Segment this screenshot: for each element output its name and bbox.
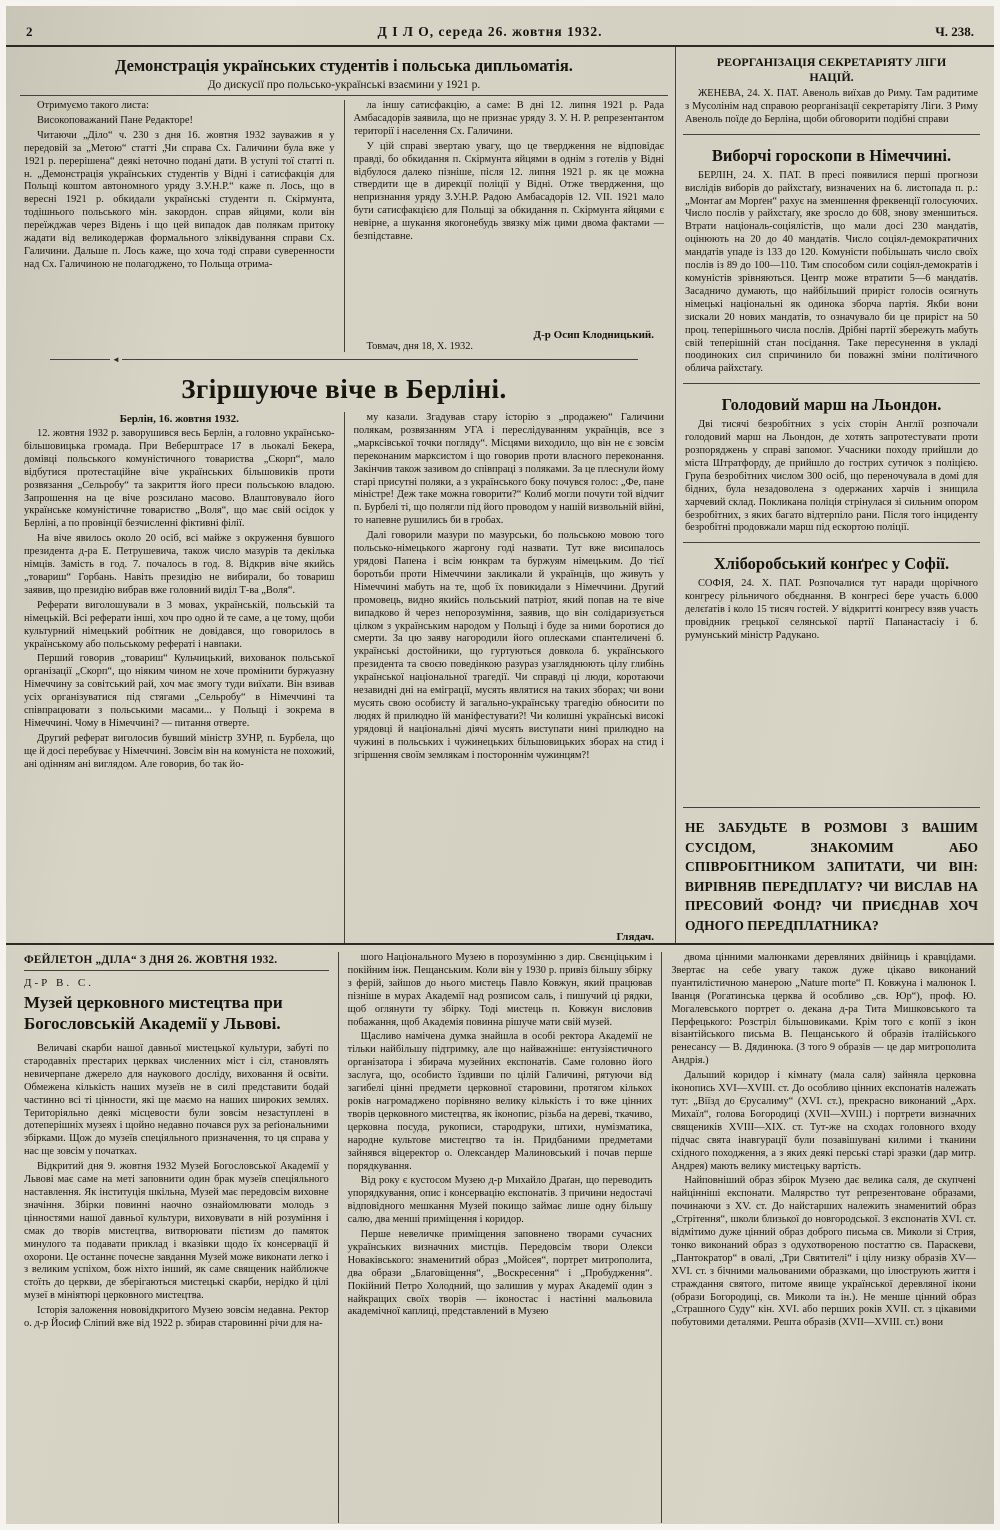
column-rule [344, 100, 345, 352]
article-body [685, 88, 978, 127]
paragraph: Читаючи „Діло“ ч. 230 з дня 16. жовтня 1932 зауважив я у передовій за „Метою“ статті „Чи справа Сх. Галичини була вже у 1921 р. перерішена“ деякі неточно подані дати. В уступі тої статті п. н. „Демонстрація українських студентів у Відні і сатисфакція для Польщі коштом автономного уряду З.У.Н.Р.“ каже п. Лось, що в вересні 1921 р. обкидали українські студенти п. Скірмунта, тодішнього польського мін. закордон. справ яйцями, коли він переїжджав через Відень і що цей випадок дав полякам притоку жадати від великодержав формального зліквідування справи Сх. Галичини. Дальше п. Лось каже, що хоча тоді справи суверенности над Сх. Галичиною не полагоджено, то Польща отрима- [24, 129, 335, 270]
feuilleton-kicker: ФЕЙЛЕТОН „ДІЛА“ З ДНЯ 26. ЖОВТНЯ 1932. [24, 952, 329, 971]
article-title: РЕОРГАНІЗАЦІЯ СЕКРЕТАРІЯТУ ЛІГИ НАЦІЙ. [716, 55, 947, 84]
paragraph: Дальший коридор і кімнату (мала саля) зайняла церковна іконопись XVI—XVIII. ст. До особливо цінних експонатів належать тут: „Віїзд до Єрусалиму“ (XVI. ст.), прекрасно виконаний „Арх. Михаїл“, голова Богородиці (XVII—XVIII.) і портрети визначних священиків XVIII—XIX. ст. Тут-же на сходах головного входу підчас свята інавгурації були позавішувані килими і тканини східного походження, а з яких деякі перські старі зразки (дар митр. Андрея) мають велику мистецьку вартість. [671, 1070, 977, 1172]
article-title: Хліборобський конґрес у Софії. [713, 554, 950, 574]
paragraph: Дві тисячі безробітних з усіх сторін Англії розпочали голодовий марш на Льондон, де хотять запротестувати проти розпоряджень у справі запомог. Учасники походу прийшли до міста Штратфорду, де прийшло до гострих сутичок з поліцією. Група безробітних числом 300 осіб, що переночувала в домі для бідних, була незадоволена з одержаних харчів і знищила харчевий склад. Покликана поліція стрінулася зі сильним опором безробітних, з яких багато відтерпіло рани. Після того інциденту безробітні продовжали марш під ескортою поліції. [685, 419, 978, 534]
paragraph: У цій справі звертаю увагу, що це твердження не відповідає правді, бо обкидання п. Скірмунта яйцями в однім з готелів у Відні відбулося далеко пізніше, після 12. липня 1921 р. як це можна ствердити ще в дирекції поліції у Відні. Отже твердження, що непризнання уряду З.У.Н.Р. Радою Амбасадорів 12. VII. 1921 мало бути сатисфакцією для Польщі за обкидання п. Скірмунта яйцями є невірне, а шукання якогонебудь звязку між цими двома фактами — безпідставне. [353, 140, 664, 243]
feuilleton-col-1-text [24, 1043, 329, 1331]
ornament-line [122, 359, 638, 360]
paragraph: На віче явилось около 20 осіб, всі майже з окруження бувшого президента д-ра Е. Петрушевича, також число мазурів та декілька німців. Замість в год. 7. почалось в год. 8. Відкрив віче якийсь „товариш“ Горбань. Навіть президію не вибирали, бо товариш заявив, що президію вибрав вже головний виділ Т-ва „Воля“. [24, 533, 335, 596]
letter-article-body [20, 100, 668, 352]
left-section [20, 47, 668, 943]
article-separator [683, 383, 980, 384]
article-hunger-march [683, 389, 980, 537]
article-separator [683, 134, 980, 135]
subscription-notice: НЕ ЗАБУДЬТЕ В РОЗМОВІ З ВАШИМ СУСІДОМ, ЗНАКОМИМ АБО СПІВРОБІТНИКОМ ЗАПИТАТИ, ЧИ ВІН: ВИРІВНЯВ ПЕРЕДПЛАТУ? ЧИ ВИСЛАВ НА ПРЕСОВИЙ ФОНД? ЧИ ПРИЄДНАВ ХОЧ ОДНОГО ПЕРЕДПЛАТНИКА? [683, 807, 980, 939]
letter-col-2-text [354, 100, 665, 327]
letter-place-date: Товмач, дня 18, X. 1932. [366, 341, 473, 352]
feuilleton-col-2 [344, 952, 657, 1523]
feuilleton-byline: Д-Р В. С. [24, 977, 94, 989]
ornament-arrow-icon: ◄ [112, 354, 120, 364]
article-body [685, 578, 978, 643]
feuilleton-col-3 [667, 952, 980, 1523]
article-title: Виборчі гороскопи в Німеччині. [711, 145, 952, 165]
feuilleton-col-1 [20, 952, 333, 1523]
section-rule [675, 47, 676, 943]
main-content [6, 47, 994, 943]
paragraph: шого Національного Музею в порозумінню з дир. Свєнціцьким і покійним інж. Пещанським. Коли він у 1930 р. привіз більшу збірку з ферій, зайшов до нього мистець Павло Ковжун, який працював пізніше в мурах Академії над розписом саль, і пишучий ці рядки, щоб оглянути ту збірку. Тоді мистець п. Ковжун висловив побажання, щоб Академія повинна рішуче мати свій музей. [347, 952, 653, 1028]
feuilleton-columns [6, 945, 994, 1530]
letter-col-2 [350, 100, 669, 352]
paragraph: ЖЕНЕВА, 24. X. ПАТ. Авеноль виїхав до Риму. Там радитиме з Мусолінім над справою реорганізації секретаріяту Ліги. З Риму Авеноль поїде до Берліна, щоби обговорити подібні справи [685, 88, 978, 125]
paragraph: Реферати виголошували в 3 мовах, українській, польській та німецькій. Всі реферати інші, хоч про одно й те саме, а це тому, щоби культурний німецький робітник не довідався, що говорилось в українському або польському рефераті і навпаки. [24, 599, 335, 650]
viche-signature: Глядач. [616, 931, 654, 943]
viche-col-1 [20, 412, 339, 943]
paragraph: Перше невеличке приміщення заповнено творами сучасних українських визначних мистців. Передовсім твори Олекси Новаківського: знаменитий образ „Мойсея“, портрет митрополита, два образи „Благовіщення“, „Воскресення“ і „Пробудження“. Покійний Петро Холодний, що залишив у мурах Академії один з найкращих своїх творів — іконостас і настінні мальовила академічної каплиці, представлений в Музею [347, 1229, 653, 1318]
letter-signature: Д-р Осип Клодницький. [533, 329, 654, 341]
paragraph: Отримуємо такого листа: [37, 100, 149, 111]
paragraph: БЕРЛІН, 24. X. ПАТ. В пресі появилися перші прогнози вислідів виборів до райхстаґу, визначених на 6. листопада п. р.: „Монтаґ ам Морґен“ рахує на зменшення фреквенції голосуючих. Число послів у райхстаґу, яке зросло до 608, знову зменшиться. Втрати національ-соціялістів, що мали досі 230 мандатів, оцінюють на 20 до 40 мандатів. Число соціял-демократичних мандатів упаде із 133 до 120. Комуністи побільшать число своїх послів із 89 до 100—110. Тим способом сили соціял-демократів і комуністів зрівняються. Центр може втратити 5—6 мандатів. Засадничо думають, що найбільший приріст голосів осягнуть німецькі національні як одинока зборча партія. Якби вони зискали 20 нових мандатів, то означувало би це приріст на 50 проц. теперішнього числа послів. Дрібні партії збережуть мабуть свій теперішній стан посідання. Таке пересунення в укладі поодиноких сил спричинило би поважні зміни політичного облича райхстаґу. [685, 169, 978, 375]
feuilleton-section [6, 943, 994, 1530]
column-rule [661, 952, 662, 1523]
paragraph: Далі говорили мазури по мазурськи, бо польською мовою того польсько-німецького жаргону годі назвати. Тут вже висипалось урядові Папена і всім юнкрам та буржуям німецьким. До тієї боротьби проти Німеччини закликали й українців, що живуть у Німеччині мабуть на те, щоб їх повикидали з Німеччини. Другий промовець, видно якийсь польський патріот, який попав на те віче випадково й через непорозуміння, заявив, що він солідаризується цілком з українським народом у Польщі і буде за ними боротися до смерти. За цю заяву нагородили його оплесками спантеличені б. українські достойники, що гуртуються довкола б. українського президента та своєю поведінкою разураз узагляднюють цілу глибінь української національної трагедії. Чи справді ці люди, коротаючи незавидні дні на еміграції, мусять являтися на таких зборах; чи вони мусять свою особисту й загально-українську трагедію обносити по людях й прилюдно їй маніфестувати?! Чи колишні українські високі урядовці й національні діячі мусять виступати нині прилюдно на чужині в польських і чужинецьких більшовицьких зборах на стид і згіршення своїм землякам і постороннім чужинцям?! [353, 530, 664, 761]
paragraph: Відкритий дня 9. жовтня 1932 Музей Богословської Академії у Львові має саме на меті заповнити один брак музеїв спеціяльного наставлення. Як інституція шкільна, Музей має передовсім виховне значіння. Збірки повинні наочно ознайомлювати молодь з цінностями нашої давньої культури, виховувати в ній розуміння і смак до творів мистецтва, витворювати пієтизм до памяток минулого та подавати приклад і вказівки щодо їх консервації й охорони. Це останнє почесне завдання Музей може виконати легко і з великим успіхом, бож ніхто інший, як саме священик найближче стоїть до церкви, де зберігаються мистецькі скарби, нерідко й цілі музеї в мініятюрі церковного мистецтва. [24, 1161, 329, 1302]
paragraph: двома цінними малюнками деревляних двійниць і кравцідами. Звертає на себе увагу також дуже цікаво виконаний пуантилістичною манерою „Nature morte“ П. Ковжуна і малюнок І. Іванця (Рогатинська церква й особливо „св. Юр“), проф. Ю. Могалевського портрет о. декана д-ра Тита Мишковського та Перфецького: Розстріл більшовиками. Крім того є копії з ікон візантійського письма В. Пещанського й образів італійського ренесансу — В. Дядинюка. (З того 9 образів — це дар митрополита Андрія.) [671, 952, 977, 1067]
article-body [685, 170, 978, 377]
masthead: Д І Л О, середа 26. жовтня 1932. [377, 24, 603, 39]
viche-article-body [20, 412, 668, 943]
viche-col-1-text [24, 428, 335, 943]
viche-dateline: Берлін, 16. жовтня 1932. [119, 413, 239, 425]
paragraph: ла іншу сатисфакцію, а саме: В дні 12. липня 1921 р. Рада Амбасадорів заявила, що не признає уряду З. У. Н. Р. репрезентантом території і населення Сх. Галичини. [353, 100, 664, 137]
letter-article-subtitle: До дискусії про польсько-українські взаємини у 1921 р. [20, 79, 668, 96]
article-body [685, 419, 978, 535]
paragraph: Другий реферат виголосив бувший міністр ЗУНР, п. Бурбела, що ще й досі перебуває у Німеччині. Зовсім він на комуніста не похожий, ані одінням ані виглядом. Але говорив, бо так йо- [24, 732, 335, 770]
column-rule [344, 412, 345, 943]
ornament-line [50, 359, 110, 360]
right-section [683, 47, 980, 943]
article-election-horoscopes [683, 140, 980, 379]
article-secretariat-reorg [683, 47, 980, 129]
paragraph: му казали. Згадував стару історію з „продажею“ Галичини полякам, розвязанням УГА і переслідуванням українців, все з „марксівської точки погляду“. Місцями виходило, що він не є зовсім переконаним марксистом і що говорив проти власного переконання. Закінчив також зазивом до співпраці з поляками. За це плеснули йому старі присутні поляки, а з українського боку почувся голос: „Фе, пане міністре! Деж таке можна говорити?“ Колиб могли почути той відчит п. Бурбелі ті, що полягли під його проводом у нашій визвольній війні, то напевне рушились би в гробах. [353, 412, 664, 527]
viche-article-title: Згіршуюче віче в Берліні. [181, 374, 507, 404]
page-header [6, 6, 994, 47]
letter-article-title: Демонстрація українських студентів і польська дипльоматія. [115, 56, 573, 75]
paragraph: Величаві скарби нашої давньої мистецької культури, забуті по стародавніх престарих церквах численних міст і сіл, становлять невичерпане джерело для наукового досліду, виховання й освіти. Обмежена кількість наших музеїв не в силі представити бодай частинно всі ті цінности, які ще маємо на наших широких землях. Територіяльно деякі місцевости були зовсім незаступлені в дотеперішніх музеях і щойно недавно почався рух за реґіональними збірками. Щож до музеїв спеціяльного призначення, то ця справа у нас ще зовсім у початках. [24, 1043, 329, 1158]
paragraph: 12. жовтня 1932 р. заворушився весь Берлін, а головно українсько-більшовицька громада. При Веберштрасе 17 в льокалі Бекера, домівці польського комуністичного товариства „Скорп“, мало відбутися протестаційне віче українських більшовиків проти розвязання „Сельробу“ та закриття його преси польською владою. Запрошення на це віче розсилано масово. Влаштовувало його українське комуністичне товариство „Воля“, що має свій осідок у Берліні, а по провінції безчисленні фіктивні філії. [24, 428, 335, 530]
viche-col-2 [350, 412, 669, 943]
page-number: 2 [26, 24, 33, 39]
paragraph: Від року є кустосом Музею д-р Михайло Драґан, що переводить упорядкування, опис і консервацію експонатів. З причини недостачі відповідного мешкання Музей покищо займає лише одну більшу салю, два менші приміщення і коридор. [347, 1175, 653, 1226]
feuilleton-title: Музей церковного мистецтва при Богословській Академії у Львові. [24, 993, 283, 1033]
paragraph: СОФІЯ, 24. X. ПАТ. Розпочалися тут наради щорічного конгресу рільничого обєднання. В конгресі бере участь 6.000 делєґатів і коло 15 тисяч гостей. У відкритті конгресу взяв участь провідник грецької селянської партії Папанастасіу і б. румунський міністр Радукано. [685, 578, 978, 641]
letter-col-1 [20, 100, 339, 352]
viche-col-2-text [354, 412, 665, 929]
paragraph: Високоповажаний Пане Редакторе! [37, 114, 193, 126]
paragraph: Найповніший образ збірок Музею дає велика саля, де скупчені найцінніші експонати. Малярство тут репрезентоване образами, починаючи з XV. ст. До найстарших належить знаменитий образ „Стрітення“, школи близької до новгородської. З експонатів XVI. ст. відмітимо дуже цінний образ доброго письма св. Миколи зі Стрия, тонко виконаний образ з одухотвореною постаттю св. Параскеви, „Пантократор“ в овалі, „Три Святителі“ і цілу низку образів XV—XVI. ст. з бічними мальованими образками, що ілюструють життя і страждання святого, питоме явище української деревляної ікони (образи Богородиці, св. Миколи та ін.). Не менше цінний образ „Страшного Суду“ кін. XVI. або перших років XVII. ст. з цікавими побутовими деталями. Решта образів (XVII—XVIII. ст.) вони [671, 1175, 977, 1329]
paragraph: Історія заложення нововідкритого Музею зовсім недавна. Ректор о. д-р Йосиф Сліпий вже від 1922 р. збирав старовинні річи для на- [24, 1305, 329, 1330]
paragraph: Перший говорив „товариш“ Кульчицький, вихованок польської організації „Скорп“, що ніяким чином не хоче промінити буржуазну Німеччину за совітський рай, хоч має змогу туди виїхати. Він взивав усіх організуватися під стягами „Сельробу“ в Німеччині та співпрацювати з польськими масами... у Польщі і зокрема в Німеччині. Чому в Німеччині? — питання отверте. [24, 653, 335, 729]
letter-col-1-text [24, 100, 335, 352]
paragraph: Щасливо намічена думка знайшла в особі ректора Академії не тільки найбільшу підтримку, але що найважніше: ентузіястичного організатора і збирача музейних експонатів. Саме головно його заслуга, що, особисто їздивши по цілій Галичині, рятуючи від загибелі цінні предмети церковної старовини, протягом кількох років нагромаджено порівняно велику кількість і то вже цінних творів церковного мистецтва, як іконопис, різьба на дереві, ткачиво, церковна посуда, рукописи, стародруки, штихи, нумізматика, народне культове мистецтво та ін. Придбаними предметами зайнявся віцеректор о. Олександер Малиновський і почав перше порядкування. [347, 1031, 653, 1172]
article-separator [683, 542, 980, 543]
divider-ornament [20, 352, 668, 367]
article-farmers-congress [683, 548, 980, 645]
article-title: Голодовий марш на Льондон. [721, 395, 942, 415]
issue-number: Ч. 238. [935, 24, 974, 39]
column-rule [338, 952, 339, 1523]
